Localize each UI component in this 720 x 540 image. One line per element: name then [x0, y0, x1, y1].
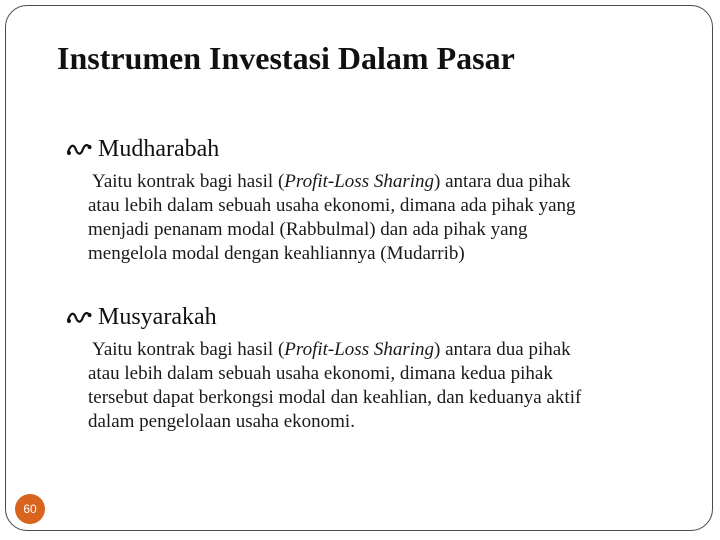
- body-line: atau lebih dalam sebuah usaha ekonomi, dimana kedua pihak: [88, 363, 553, 384]
- body-line: [88, 170, 668, 194]
- body-line: atau lebih dalam sebuah usaha ekonomi, dimana ada pihak yang: [88, 195, 576, 216]
- section-heading: [66, 134, 668, 164]
- body-line: [88, 338, 668, 362]
- body-line: dalam pengelolaan usaha ekonomi.: [88, 411, 355, 432]
- body-italic-text: Profit-Loss Sharing: [284, 171, 435, 192]
- wavy-ornament-icon: [66, 141, 92, 157]
- page-number-badge: 60: [15, 494, 45, 524]
- section-mudharabah: [66, 134, 668, 266]
- body-text: ) antara dua pihak: [434, 339, 571, 360]
- section-musyarakah: [66, 302, 668, 434]
- section-body: [88, 338, 668, 434]
- body-line: menjadi penanam modal (Rabbulmal) dan ada pihak yang: [88, 219, 528, 240]
- heading-label: Musyarakah: [98, 304, 217, 330]
- body-text: ) antara dua pihak: [434, 171, 571, 192]
- body-text: Yaitu kontrak bagi hasil (: [92, 339, 285, 360]
- section-body: [88, 170, 668, 266]
- wavy-ornament-icon: [66, 309, 92, 325]
- body-italic-text: Profit-Loss Sharing: [284, 339, 435, 360]
- body-text: Yaitu kontrak bagi hasil (: [92, 171, 285, 192]
- section-heading: [66, 302, 668, 332]
- slide-title: Instrumen Investasi Dalam Pasar: [57, 40, 515, 76]
- body-line: tersebut dapat berkongsi modal dan keahlian, dan keduanya aktif: [88, 387, 582, 408]
- slide-frame: [5, 5, 713, 531]
- heading-label: Mudharabah: [98, 136, 220, 162]
- body-line: mengelola modal dengan keahliannya (Mudarrib): [88, 243, 465, 264]
